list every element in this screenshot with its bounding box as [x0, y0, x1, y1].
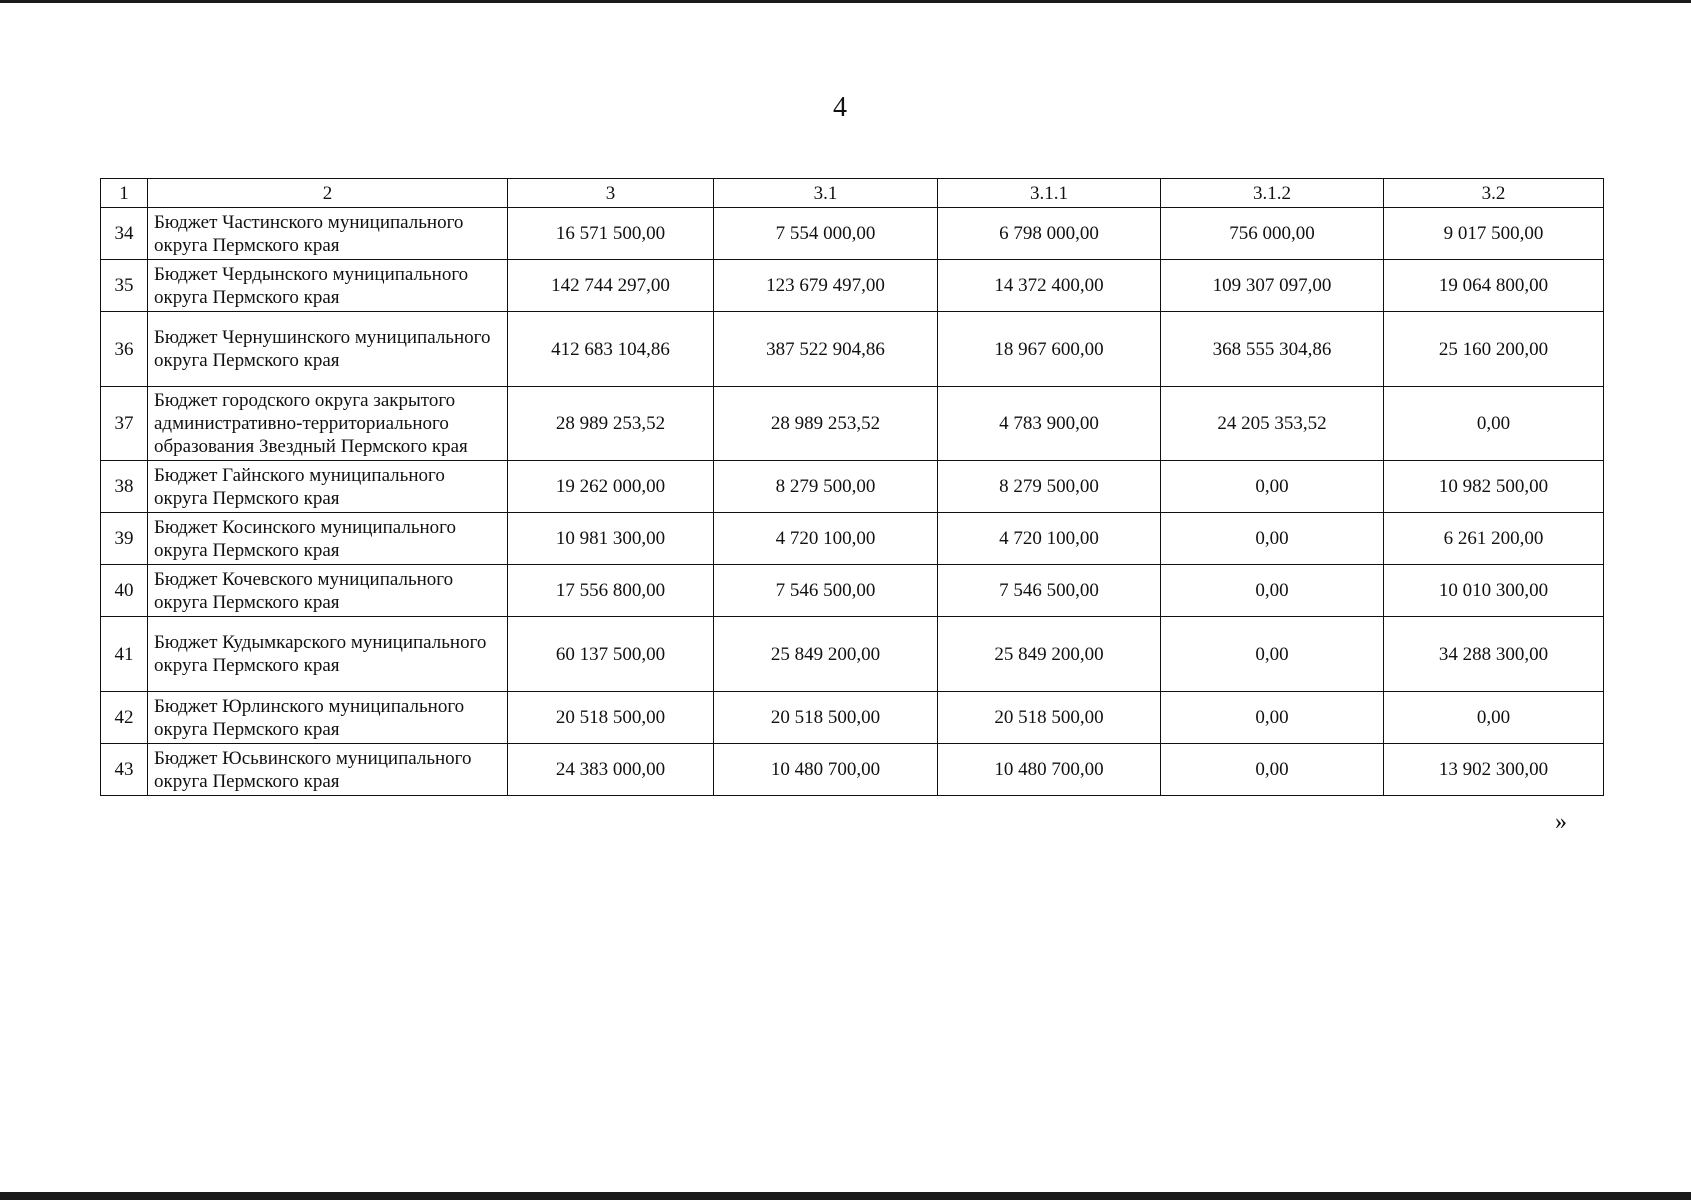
value-col-3-1: 7 546 500,00	[714, 565, 938, 617]
value-col-3-1: 4 720 100,00	[714, 513, 938, 565]
value-col-3-2: 0,00	[1384, 692, 1604, 744]
value-col-3-1: 123 679 497,00	[714, 260, 938, 312]
page-number: 4	[833, 92, 847, 123]
table-row	[101, 617, 1604, 692]
header-cell: 2	[148, 179, 508, 208]
value-col-3-1-1: 20 518 500,00	[938, 692, 1161, 744]
value-col-3: 412 683 104,86	[508, 312, 714, 387]
budget-name: Бюджет Юсьвинского муниципального округа Пермского края	[148, 744, 508, 796]
value-col-3-1: 10 480 700,00	[714, 744, 938, 796]
value-col-3-1-1: 7 546 500,00	[938, 565, 1161, 617]
table-row	[101, 461, 1604, 513]
value-col-3-1: 387 522 904,86	[714, 312, 938, 387]
value-col-3: 60 137 500,00	[508, 617, 714, 692]
scan-edge-bottom	[0, 1192, 1691, 1200]
value-col-3-2: 19 064 800,00	[1384, 260, 1604, 312]
row-number: 42	[101, 692, 148, 744]
value-col-3-1: 7 554 000,00	[714, 208, 938, 260]
value-col-3-1-2: 24 205 353,52	[1161, 387, 1384, 461]
value-col-3: 16 571 500,00	[508, 208, 714, 260]
header-cell: 3.2	[1384, 179, 1604, 208]
value-col-3-2: 0,00	[1384, 387, 1604, 461]
value-col-3-1-1: 4 720 100,00	[938, 513, 1161, 565]
value-col-3-2: 6 261 200,00	[1384, 513, 1604, 565]
value-col-3-1-1: 8 279 500,00	[938, 461, 1161, 513]
row-number: 35	[101, 260, 148, 312]
value-col-3-1: 28 989 253,52	[714, 387, 938, 461]
value-col-3-1-2: 0,00	[1161, 692, 1384, 744]
budget-name: Бюджет Чернушинского муниципального округа Пермского края	[148, 312, 508, 387]
scan-edge-top	[0, 0, 1691, 3]
table-row	[101, 565, 1604, 617]
value-col-3: 17 556 800,00	[508, 565, 714, 617]
table-row	[101, 387, 1604, 461]
value-col-3-2: 25 160 200,00	[1384, 312, 1604, 387]
budget-name: Бюджет Косинского муниципального округа Пермского края	[148, 513, 508, 565]
value-col-3-1-1: 6 798 000,00	[938, 208, 1161, 260]
header-cell: 3.1.1	[938, 179, 1161, 208]
row-number: 38	[101, 461, 148, 513]
row-number: 37	[101, 387, 148, 461]
budget-name: Бюджет Гайнского муниципального округа Пермского края	[148, 461, 508, 513]
value-col-3-1: 8 279 500,00	[714, 461, 938, 513]
table-row	[101, 208, 1604, 260]
value-col-3-1-2: 368 555 304,86	[1161, 312, 1384, 387]
header-cell: 3.1.2	[1161, 179, 1384, 208]
header-row	[101, 179, 1604, 208]
budget-name: Бюджет Юрлинского муниципального округа Пермского края	[148, 692, 508, 744]
value-col-3-1-2: 0,00	[1161, 744, 1384, 796]
budget-name: Бюджет Кочевского муниципального округа Пермского края	[148, 565, 508, 617]
value-col-3: 19 262 000,00	[508, 461, 714, 513]
value-col-3: 20 518 500,00	[508, 692, 714, 744]
value-col-3: 24 383 000,00	[508, 744, 714, 796]
row-number: 41	[101, 617, 148, 692]
row-number: 43	[101, 744, 148, 796]
value-col-3: 10 981 300,00	[508, 513, 714, 565]
value-col-3: 28 989 253,52	[508, 387, 714, 461]
budget-table	[100, 178, 1604, 796]
value-col-3-2: 9 017 500,00	[1384, 208, 1604, 260]
value-col-3-2: 13 902 300,00	[1384, 744, 1604, 796]
table-row	[101, 513, 1604, 565]
value-col-3-2: 34 288 300,00	[1384, 617, 1604, 692]
value-col-3-2: 10 010 300,00	[1384, 565, 1604, 617]
table-row	[101, 744, 1604, 796]
value-col-3: 142 744 297,00	[508, 260, 714, 312]
value-col-3-2: 10 982 500,00	[1384, 461, 1604, 513]
row-number: 34	[101, 208, 148, 260]
row-number: 36	[101, 312, 148, 387]
value-col-3-1-2: 0,00	[1161, 513, 1384, 565]
table-row	[101, 692, 1604, 744]
budget-name: Бюджет Чердынского муниципального округа Пермского края	[148, 260, 508, 312]
header-cell: 3.1	[714, 179, 938, 208]
value-col-3-1-2: 0,00	[1161, 461, 1384, 513]
value-col-3-1-2: 0,00	[1161, 565, 1384, 617]
budget-name: Бюджет Частинского муниципального округа Пермского края	[148, 208, 508, 260]
budget-name: Бюджет Кудымкарского муниципального округа Пермского края	[148, 617, 508, 692]
value-col-3-1-2: 0,00	[1161, 617, 1384, 692]
table-row	[101, 260, 1604, 312]
row-number: 40	[101, 565, 148, 617]
value-col-3-1-1: 10 480 700,00	[938, 744, 1161, 796]
header-cell: 1	[101, 179, 148, 208]
budget-name: Бюджет городского округа закрытого административно-территориального образования Звездный Пермского края	[148, 387, 508, 461]
value-col-3-1-1: 4 783 900,00	[938, 387, 1161, 461]
value-col-3-1-2: 756 000,00	[1161, 208, 1384, 260]
header-cell: 3	[508, 179, 714, 208]
row-number: 39	[101, 513, 148, 565]
value-col-3-1-2: 109 307 097,00	[1161, 260, 1384, 312]
table-row	[101, 312, 1604, 387]
value-col-3-1: 20 518 500,00	[714, 692, 938, 744]
closing-quote-mark: »	[1555, 809, 1567, 835]
value-col-3-1-1: 18 967 600,00	[938, 312, 1161, 387]
value-col-3-1-1: 14 372 400,00	[938, 260, 1161, 312]
value-col-3-1-1: 25 849 200,00	[938, 617, 1161, 692]
value-col-3-1: 25 849 200,00	[714, 617, 938, 692]
